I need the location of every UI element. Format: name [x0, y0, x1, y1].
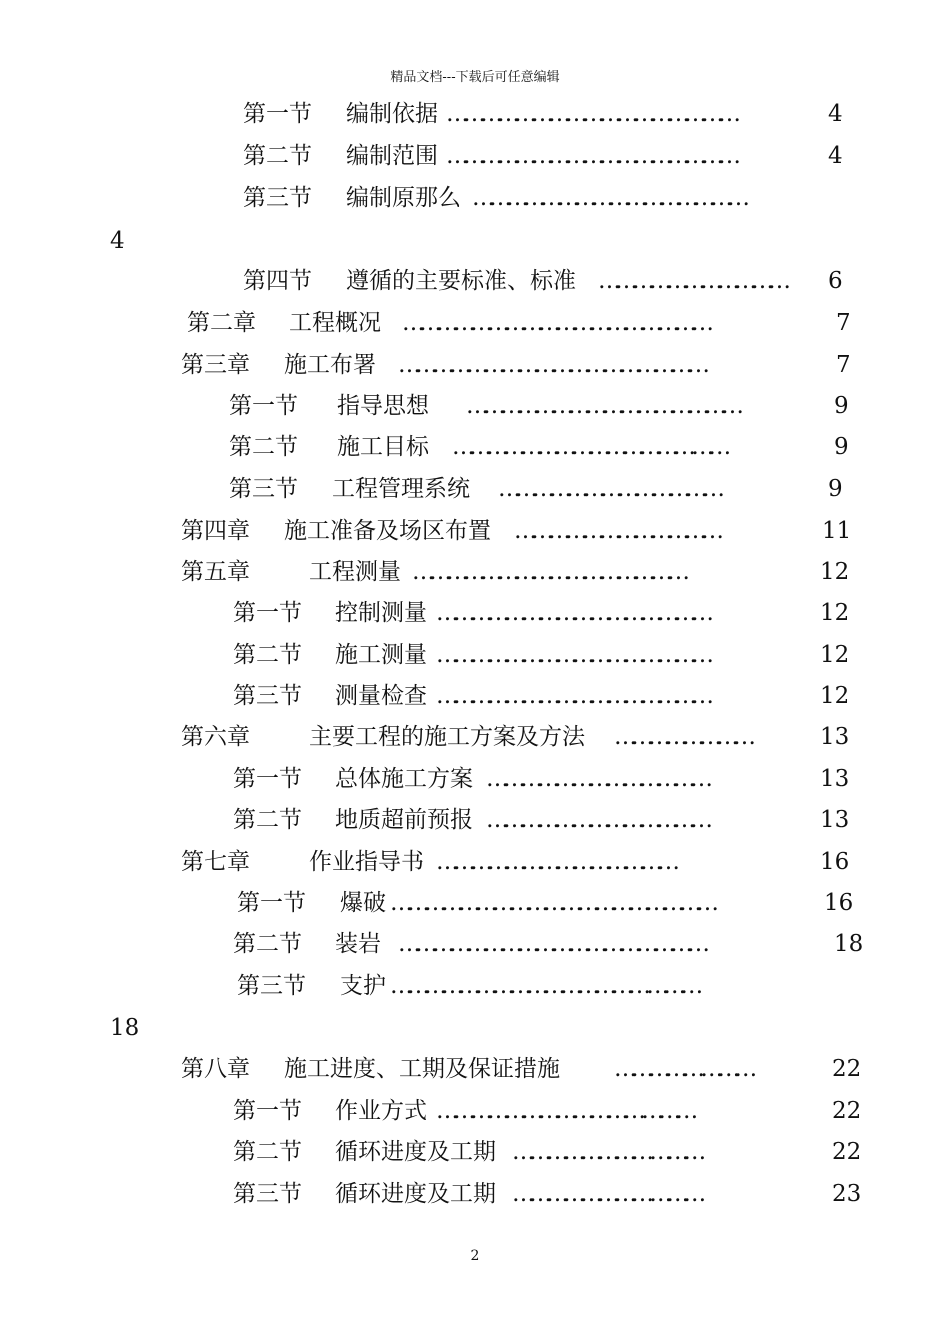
toc-entry-leader: ………………………………………… [472, 185, 744, 211]
toc-entry-title: 指导思想 [337, 393, 429, 419]
toc-entry [0, 141, 950, 171]
toc-entry-page: 16 [820, 849, 850, 875]
toc-entry-page: 7 [836, 352, 851, 378]
toc-entry-page: 6 [828, 268, 843, 294]
toc-entry-page: 11 [822, 518, 852, 544]
toc-entry-label: 第三节 [233, 683, 302, 709]
toc-entry-title: 施工测量 [335, 642, 427, 668]
toc-entry-title: 控制测量 [335, 600, 427, 626]
toc-entry-leader: ……………………………………………… [402, 310, 708, 336]
toc-entry-title: 装岩 [335, 931, 381, 957]
toc-entry-title: 爆破 [340, 890, 386, 916]
toc-entry [0, 1179, 950, 1209]
toc-entry-label: 第三节 [233, 1181, 302, 1207]
toc-entry-title: 编制原那么 [346, 185, 461, 211]
toc-entry [0, 847, 950, 877]
toc-entry [0, 598, 950, 628]
toc-entry-label: 第二章 [187, 310, 256, 336]
toc-entry-page: 4 [828, 101, 843, 127]
toc-entry-title: 作业方式 [335, 1098, 427, 1124]
toc-entry-label: 第二节 [229, 434, 298, 460]
toc-entry-page: 22 [832, 1056, 862, 1082]
toc-entry-page: 4 [828, 143, 843, 169]
toc-entry-leader: …………………………………… …… [452, 434, 726, 460]
toc-entry-leader: …………………………………………… [446, 143, 735, 169]
toc-entry-page: 12 [820, 559, 850, 585]
toc-entry-label: 第一节 [237, 890, 306, 916]
toc-entry [0, 557, 950, 587]
toc-entry-title: 作业指导书 [309, 849, 424, 875]
toc-entry-label: 第二节 [233, 807, 302, 833]
toc-entry-label: 第一节 [233, 766, 302, 792]
toc-entry-label: 第二节 [233, 931, 302, 957]
toc-entry-leader: ………………………………… [486, 807, 707, 833]
toc-entry [0, 432, 950, 462]
toc-entry [0, 681, 950, 711]
toc-entry-label: 第二节 [243, 143, 312, 169]
toc-entry-label: 第二节 [233, 642, 302, 668]
toc-entry-leader: ……………………………………………… [398, 352, 704, 378]
toc-entry-leader: …………………………………… [436, 849, 674, 875]
toc-entry [0, 971, 950, 1001]
toc-entry-label: 第一节 [233, 1098, 302, 1124]
toc-entry [0, 1054, 950, 1084]
toc-entry-leader: ………………………………………… [436, 642, 708, 668]
toc-entry-label: 第四节 [243, 268, 312, 294]
toc-entry-leader: ………………………………………………… [390, 890, 713, 916]
toc-entry-leader: …………………… [614, 724, 750, 750]
toc-entry [0, 99, 950, 129]
toc-entry-leader: ………………………………… [486, 766, 707, 792]
toc-entry-leader: …………………………… [598, 268, 785, 294]
toc-entry-title: 地质超前预报 [335, 807, 473, 833]
toc-entry-label: 第三节 [237, 973, 306, 999]
toc-entry-label: 第八章 [181, 1056, 250, 1082]
toc-entry-label: 第四章 [181, 518, 250, 544]
toc-entry-page: 7 [836, 310, 851, 336]
toc-entry [0, 888, 950, 918]
toc-entry-page: 13 [820, 724, 850, 750]
toc-entry-label: 第五章 [181, 559, 250, 585]
toc-entry-title: 遵循的主要标准、标准 [346, 268, 576, 294]
toc-entry-title: 施工布署 [284, 352, 376, 378]
toc-entry-label: 第三节 [243, 185, 312, 211]
toc-entry [0, 226, 950, 256]
toc-entry-leader: ………………………………………… [436, 683, 708, 709]
page-number: 2 [470, 1248, 480, 1264]
toc-entry [0, 1137, 950, 1167]
toc-entry-label: 第一节 [229, 393, 298, 419]
toc-entry-title: 工程管理系统 [332, 476, 470, 502]
toc-entry [0, 805, 950, 835]
toc-entry-label: 第六章 [181, 724, 250, 750]
toc-entry-page: 23 [832, 1181, 862, 1207]
toc-entry-label: 第三节 [229, 476, 298, 502]
toc-entry-leader: ………………………………………… [412, 559, 684, 585]
toc-entry-leader: ……………………………… ……… [436, 1098, 693, 1124]
toc-entry [0, 1013, 950, 1043]
toc-entry-leader: ……………………………… [514, 518, 718, 544]
toc-entry-title: 施工目标 [337, 434, 429, 460]
toc-entry-title: 测量检查 [335, 683, 427, 709]
toc-entry-page: 4 [110, 228, 125, 254]
toc-entry-label: 第一节 [233, 600, 302, 626]
toc-entry-title: 施工进度、工期及保证措施 [284, 1056, 560, 1082]
toc-entry [0, 1096, 950, 1126]
toc-entry-title: 工程概况 [289, 310, 381, 336]
toc-entry-title: 循环进度及工期 [335, 1139, 496, 1165]
toc-entry-leader: …………………… ……… [512, 1181, 701, 1207]
toc-entry [0, 474, 950, 504]
toc-entry-title: 循环进度及工期 [335, 1181, 496, 1207]
toc-entry [0, 183, 950, 213]
toc-entry-page: 12 [820, 600, 850, 626]
toc-entry-page: 9 [834, 434, 849, 460]
toc-entry [0, 640, 950, 670]
toc-entry-leader: ………………………………………… [466, 393, 738, 419]
toc-entry-leader: ………………………………………… [436, 600, 708, 626]
toc-entry-page: 22 [832, 1139, 862, 1165]
toc-entry-leader: ………………………………… [498, 476, 719, 502]
toc-entry-title: 编制范围 [346, 143, 438, 169]
toc-entry-title: 施工准备及场区布置 [284, 518, 491, 544]
toc-entry [0, 722, 950, 752]
toc-entry-page: 12 [820, 683, 850, 709]
toc-entry-page: 16 [824, 890, 854, 916]
toc-entry-label: 第七章 [181, 849, 250, 875]
toc-entry-page: 9 [834, 393, 849, 419]
toc-entry-page: 12 [820, 642, 850, 668]
toc-entry-page: 13 [820, 807, 850, 833]
toc-entry-leader: …………… ……… [614, 1056, 752, 1082]
toc-entry [0, 350, 950, 380]
toc-entry-title: 主要工程的施工方案及方法 [309, 724, 585, 750]
toc-entry-page: 18 [110, 1015, 140, 1041]
toc-entry-label: 第三章 [181, 352, 250, 378]
page-header: 精品文档---下载后可任意编辑 [390, 70, 560, 85]
toc-entry-page: 13 [820, 766, 850, 792]
toc-entry-leader: …………………………………………… [446, 101, 735, 127]
toc-entry-leader: ……………………………………………… [398, 931, 704, 957]
toc-entry-page: 22 [832, 1098, 862, 1124]
toc-entry [0, 266, 950, 296]
toc-entry-title: 支护 [340, 973, 386, 999]
toc-entry [0, 516, 950, 546]
toc-entry-label: 第二节 [233, 1139, 302, 1165]
toc-entry [0, 391, 950, 421]
toc-entry-title: 工程测量 [309, 559, 401, 585]
toc-entry-leader: …………………… ……… [512, 1139, 701, 1165]
toc-entry [0, 929, 950, 959]
toc-entry-label: 第一节 [243, 101, 312, 127]
toc-entry [0, 308, 950, 338]
toc-entry-leader: ……………………………………… ……… [390, 973, 698, 999]
toc-entry-title: 总体施工方案 [335, 766, 473, 792]
toc-entry-page: 9 [828, 476, 843, 502]
toc-entry-title: 编制依据 [346, 101, 438, 127]
toc-entry [0, 764, 950, 794]
toc-entry-page: 18 [834, 931, 864, 957]
